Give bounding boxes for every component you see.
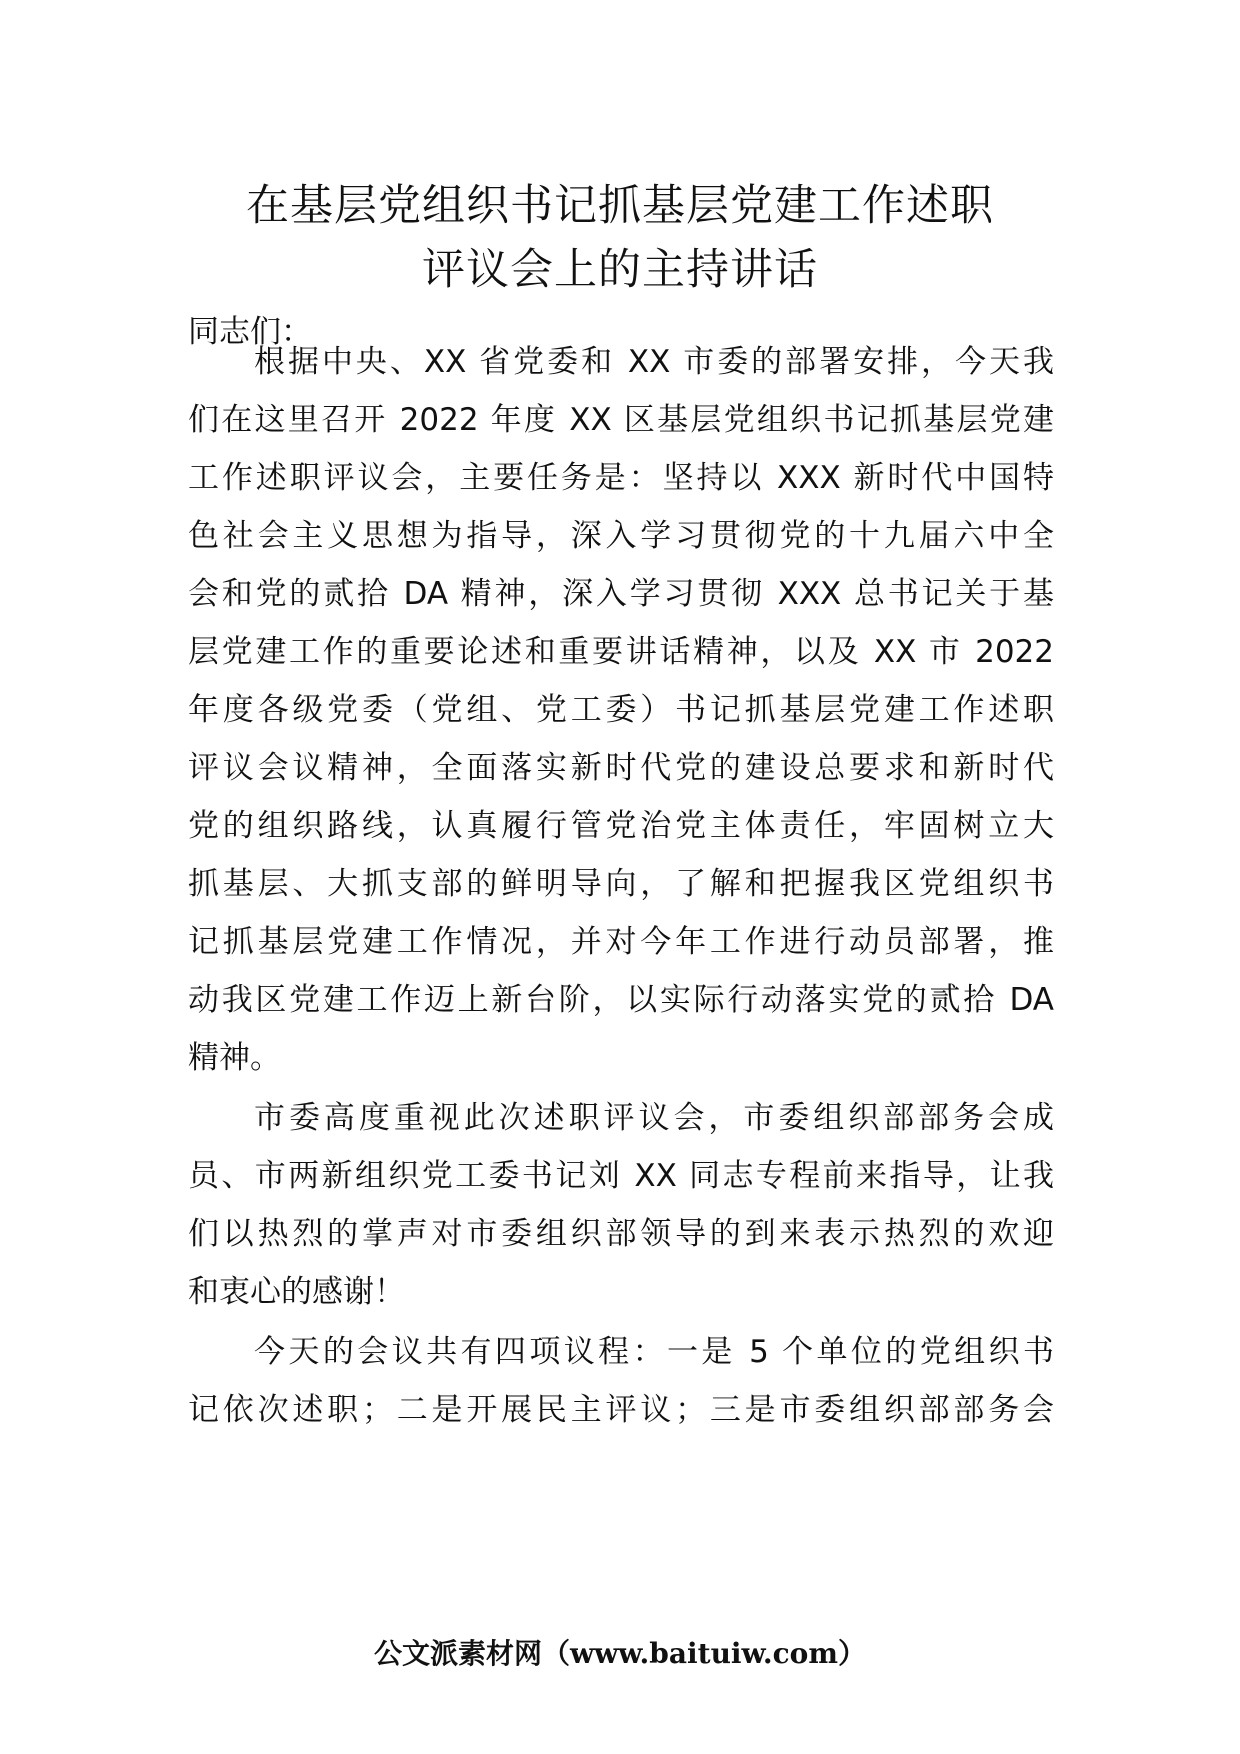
paragraph-1-line: 动我区党建工作迈上新台阶，以实际行动落实党的贰拾 DA (188, 982, 1054, 1018)
paragraph-2-line: 和衷心的感谢！ (188, 1274, 405, 1310)
footer-watermark: 公文派素材网（www.baituiw.com） (374, 1637, 866, 1670)
paragraph-3-line: 记依次述职；二是开展民主评议；三是市委组织部部务会 (188, 1392, 1054, 1428)
salutation: 同志们： (188, 314, 312, 350)
paragraph-1-line: 根据中央、XX 省党委和 XX 市委的部署安排，今天我 (254, 344, 1054, 380)
document-title-line-2: 评议会上的主持讲话 (422, 245, 818, 295)
paragraph-1-line: 记抓基层党建工作情况，并对今年工作进行动员部署，推 (188, 924, 1054, 960)
paragraph-1-line: 层党建工作的重要论述和重要讲话精神，以及 XX 市 2022 (188, 634, 1054, 670)
paragraph-2-line: 员、市两新组织党工委书记刘 XX 同志专程前来指导，让我 (188, 1158, 1054, 1194)
paragraph-1-line: 们在这里召开 2022 年度 XX 区基层党组织书记抓基层党建 (188, 402, 1054, 438)
document-title-line-1: 在基层党组织书记抓基层党建工作述职 (246, 181, 994, 231)
paragraph-1-line: 党的组织路线，认真履行管党治党主体责任，牢固树立大 (188, 808, 1054, 844)
paragraph-1-line: 抓基层、大抓支部的鲜明导向，了解和把握我区党组织书 (188, 866, 1054, 902)
paragraph-1-line: 色社会主义思想为指导，深入学习贯彻党的十九届六中全 (188, 518, 1054, 554)
paragraph-1-line: 会和党的贰拾 DA 精神，深入学习贯彻 XXX 总书记关于基 (188, 576, 1054, 612)
paragraph-2-line: 市委高度重视此次述职评议会，市委组织部部务会成 (254, 1100, 1054, 1136)
paragraph-1-line: 工作述职评议会，主要任务是：坚持以 XXX 新时代中国特 (188, 460, 1054, 496)
paragraph-1-line: 年度各级党委（党组、党工委）书记抓基层党建工作述职 (188, 692, 1054, 728)
paragraph-1-line: 精神。 (188, 1040, 281, 1076)
paragraph-3-line: 今天的会议共有四项议程：一是 5 个单位的党组织书 (254, 1334, 1054, 1370)
paragraph-1-line: 评议会议精神，全面落实新时代党的建设总要求和新时代 (188, 750, 1054, 786)
paragraph-2-line: 们以热烈的掌声对市委组织部领导的到来表示热烈的欢迎 (188, 1216, 1054, 1252)
